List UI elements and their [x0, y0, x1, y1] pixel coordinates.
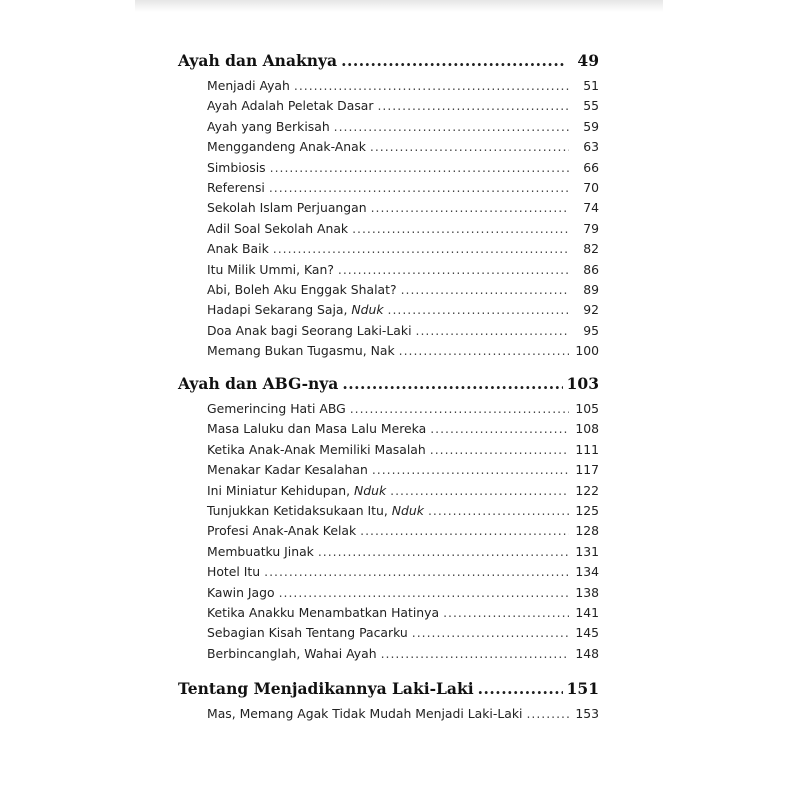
dot-leader	[388, 302, 569, 317]
toc-entry-page-number: 153	[575, 706, 599, 721]
toc-entry	[207, 343, 599, 363]
dot-leader	[416, 323, 569, 338]
toc-entry-page-number: 82	[583, 241, 599, 257]
toc-entry	[207, 483, 599, 503]
toc-entry-page-number: 74	[583, 200, 599, 216]
toc-entry-title-text: Anak Baik	[207, 241, 269, 257]
chapter-heading-page-number: 103	[566, 374, 599, 393]
toc-entry-page-number: 86	[583, 261, 599, 277]
dot-leader	[390, 483, 569, 498]
toc-entry-title-text: Ini Miniatur Kehidupan,	[207, 482, 354, 498]
toc-entry-title-italic: Nduk	[354, 482, 387, 498]
toc-entry-title-text: Hadapi Sekarang Saja,	[207, 302, 352, 318]
chapter-heading-title	[178, 679, 474, 698]
toc-entry	[207, 221, 599, 241]
toc-entry	[207, 544, 599, 564]
toc-entry-page-number: 51	[583, 78, 599, 93]
toc-entry-page-number: 100	[575, 343, 599, 359]
dot-leader	[352, 221, 569, 236]
toc-entry	[207, 442, 599, 462]
toc-entry	[207, 706, 599, 726]
toc-entry-title-text: Memang Bukan Tugasmu, Nak	[207, 343, 395, 359]
toc-entry-title-text: Membuatku Jinak	[207, 543, 314, 559]
dot-leader	[372, 462, 569, 477]
toc-entry-title	[207, 544, 314, 559]
toc-entry-title-text: Menggandeng Anak-Anak	[207, 139, 366, 155]
dot-leader	[399, 343, 569, 358]
dot-leader	[350, 401, 569, 416]
dot-leader	[318, 544, 569, 559]
toc-entry-title	[207, 241, 269, 256]
toc-entry-title	[207, 98, 373, 113]
toc-entry-title-text: Profesi Anak-Anak Kelak	[207, 523, 357, 539]
toc-entry-title-text: Ayah yang Berkisah	[207, 118, 330, 134]
toc-entry-title-text: Tunjukkan Ketidaksukaan Itu,	[207, 503, 392, 518]
toc-entry-title	[207, 200, 367, 215]
toc-entry-title-text: Adil Soal Sekolah Anak	[207, 220, 349, 236]
toc-entry-page-number: 131	[575, 543, 599, 559]
toc-entry-title	[207, 421, 426, 436]
toc-entry-title	[207, 221, 348, 236]
dot-leader	[342, 374, 562, 393]
toc-entry-title	[207, 160, 266, 175]
toc-entry-title-text: Itu Milik Ummi, Kan?	[207, 261, 334, 277]
toc-entry-title	[207, 262, 334, 277]
toc-entry-page-number: 145	[575, 625, 599, 641]
chapter-heading-title-text: Ayah dan Anaknya	[178, 51, 338, 70]
toc-entry-page-number: 148	[575, 645, 599, 661]
chapter-heading	[178, 374, 599, 400]
toc-entry	[207, 180, 599, 200]
chapter-heading	[178, 679, 599, 705]
toc-entry-title-text: Ketika Anak-Anak Memiliki Masalah	[207, 441, 426, 457]
toc-entry-title	[207, 625, 408, 640]
toc-entry	[207, 78, 599, 98]
dot-leader	[430, 442, 569, 457]
toc-entry	[207, 585, 599, 605]
toc-entry-title	[207, 706, 522, 721]
toc-entry	[207, 564, 599, 584]
toc-entry-title-text: Referensi	[207, 180, 265, 195]
toc-entry-title-text: Kawin Jago	[207, 584, 275, 600]
toc-entry-page-number: 125	[575, 503, 599, 518]
toc-entry-page-number: 141	[575, 605, 599, 620]
toc-entry-title-text: Abi, Boleh Aku Enggak Shalat?	[207, 282, 397, 297]
toc-entry-page-number: 122	[575, 482, 599, 498]
dot-leader	[341, 51, 565, 70]
dot-leader	[412, 625, 569, 640]
toc-entry-title-text: Ayah Adalah Peletak Dasar	[207, 98, 374, 114]
toc-entry-page-number: 117	[575, 462, 599, 478]
toc-entry-title-text: Masa Laluku dan Masa Lalu Mereka	[207, 421, 427, 437]
dot-leader	[430, 421, 569, 436]
toc-entry-page-number: 108	[575, 421, 599, 437]
toc-entry	[207, 119, 599, 139]
toc-entry-page-number: 128	[575, 523, 599, 539]
dot-leader	[338, 262, 569, 277]
toc-entry-title	[207, 323, 412, 338]
dot-leader	[526, 706, 569, 721]
toc-entry-title-text: Menjadi Ayah	[207, 78, 290, 93]
chapter-heading-title-text: Ayah dan ABG-nya	[178, 374, 339, 393]
toc-entry-page-number: 66	[583, 159, 599, 175]
toc-entry-title-text: Ketika Anakku Menambatkan Hatinya	[207, 605, 440, 620]
toc-entry	[207, 401, 599, 421]
toc-entry-title-text: Gemerincing Hati ABG	[207, 401, 346, 416]
toc-entry-title-text: Berbincanglah, Wahai Ayah	[207, 645, 377, 661]
toc-entry-title-text: Doa Anak bagi Seorang Laki-Laki	[207, 322, 412, 338]
toc-entry-title	[207, 646, 377, 661]
toc-entry-title-text: Hotel Itu	[207, 564, 261, 580]
dot-leader	[273, 241, 569, 256]
toc-entry-title	[207, 503, 424, 518]
toc-entry-title-text: Sebagian Kisah Tentang Pacarku	[207, 625, 408, 641]
toc-entry-title	[207, 605, 439, 620]
toc-entry	[207, 98, 599, 118]
chapter-heading-page-number: 151	[566, 679, 599, 698]
dot-leader	[264, 564, 569, 579]
toc-entry-page-number: 59	[583, 118, 599, 134]
chapter-heading	[178, 51, 599, 77]
chapter-heading-title	[178, 374, 338, 393]
chapter-heading-page-number: 49	[577, 51, 599, 70]
toc-entry	[207, 503, 599, 523]
toc-entry	[207, 241, 599, 261]
toc-entry-page-number: 95	[583, 322, 599, 338]
toc-entry-title	[207, 585, 275, 600]
toc-entry-title	[207, 401, 346, 416]
toc-entry-title-text: Menakar Kadar Kesalahan	[207, 462, 368, 478]
dot-leader	[428, 503, 569, 518]
toc-entry	[207, 646, 599, 666]
toc-entry-page-number: 89	[583, 282, 599, 297]
toc-entry-title	[207, 78, 290, 93]
toc-entry	[207, 282, 599, 302]
dot-leader	[478, 679, 563, 698]
chapter-heading-title	[178, 51, 337, 70]
dot-leader	[294, 78, 569, 93]
toc-entry-title	[207, 523, 356, 538]
toc-entry-page-number: 134	[575, 564, 599, 580]
toc-entry-title	[207, 282, 397, 297]
toc-entry-page-number: 92	[583, 302, 599, 318]
toc-entry-title	[207, 462, 368, 477]
toc-entry-page-number: 70	[583, 180, 599, 195]
toc-entry	[207, 462, 599, 482]
toc-entry-page-number: 105	[575, 401, 599, 416]
toc-entry-page-number: 79	[583, 220, 599, 236]
dot-leader	[270, 160, 569, 175]
toc-entry-title-italic: Nduk	[351, 302, 384, 318]
toc-entry	[207, 160, 599, 180]
dot-leader	[401, 282, 569, 297]
toc-entry	[207, 523, 599, 543]
toc-entry	[207, 302, 599, 322]
dot-leader	[377, 98, 569, 113]
dot-leader	[371, 200, 569, 215]
dot-leader	[370, 139, 569, 154]
toc-entry-title	[207, 119, 330, 134]
dot-leader	[334, 119, 569, 134]
toc-entry-title	[207, 483, 386, 498]
toc-entry	[207, 421, 599, 441]
toc-entry	[207, 262, 599, 282]
toc-entry-page-number: 138	[575, 584, 599, 600]
toc-entry	[207, 605, 599, 625]
toc-entry-title-text: Sekolah Islam Perjuangan	[207, 200, 367, 216]
dot-leader	[443, 605, 569, 620]
toc-entry-title	[207, 180, 265, 195]
toc-entry-title	[207, 343, 395, 358]
toc-entry-title-text: Simbiosis	[207, 159, 266, 175]
toc-entry-title	[207, 442, 426, 457]
toc-entry-title-italic: Nduk	[391, 503, 424, 518]
toc-entry-page-number: 63	[583, 139, 599, 155]
toc-entry	[207, 625, 599, 645]
toc-entry	[207, 200, 599, 220]
toc-entry	[207, 139, 599, 159]
chapter-heading-title-text: Tentang Menjadikannya Laki-Laki	[178, 679, 474, 698]
toc-entry-title	[207, 302, 384, 317]
toc-entry-title	[207, 564, 260, 579]
dot-leader	[381, 646, 569, 661]
toc-entry-title-text: Mas, Memang Agak Tidak Mudah Menjadi Laki-Laki	[207, 706, 523, 721]
toc-entry-title	[207, 139, 366, 154]
toc-entry-page-number: 55	[583, 98, 599, 114]
dot-leader	[279, 585, 569, 600]
dot-leader	[269, 180, 569, 195]
dot-leader	[360, 523, 569, 538]
toc-entry	[207, 323, 599, 343]
toc-entry-page-number: 111	[575, 441, 599, 457]
